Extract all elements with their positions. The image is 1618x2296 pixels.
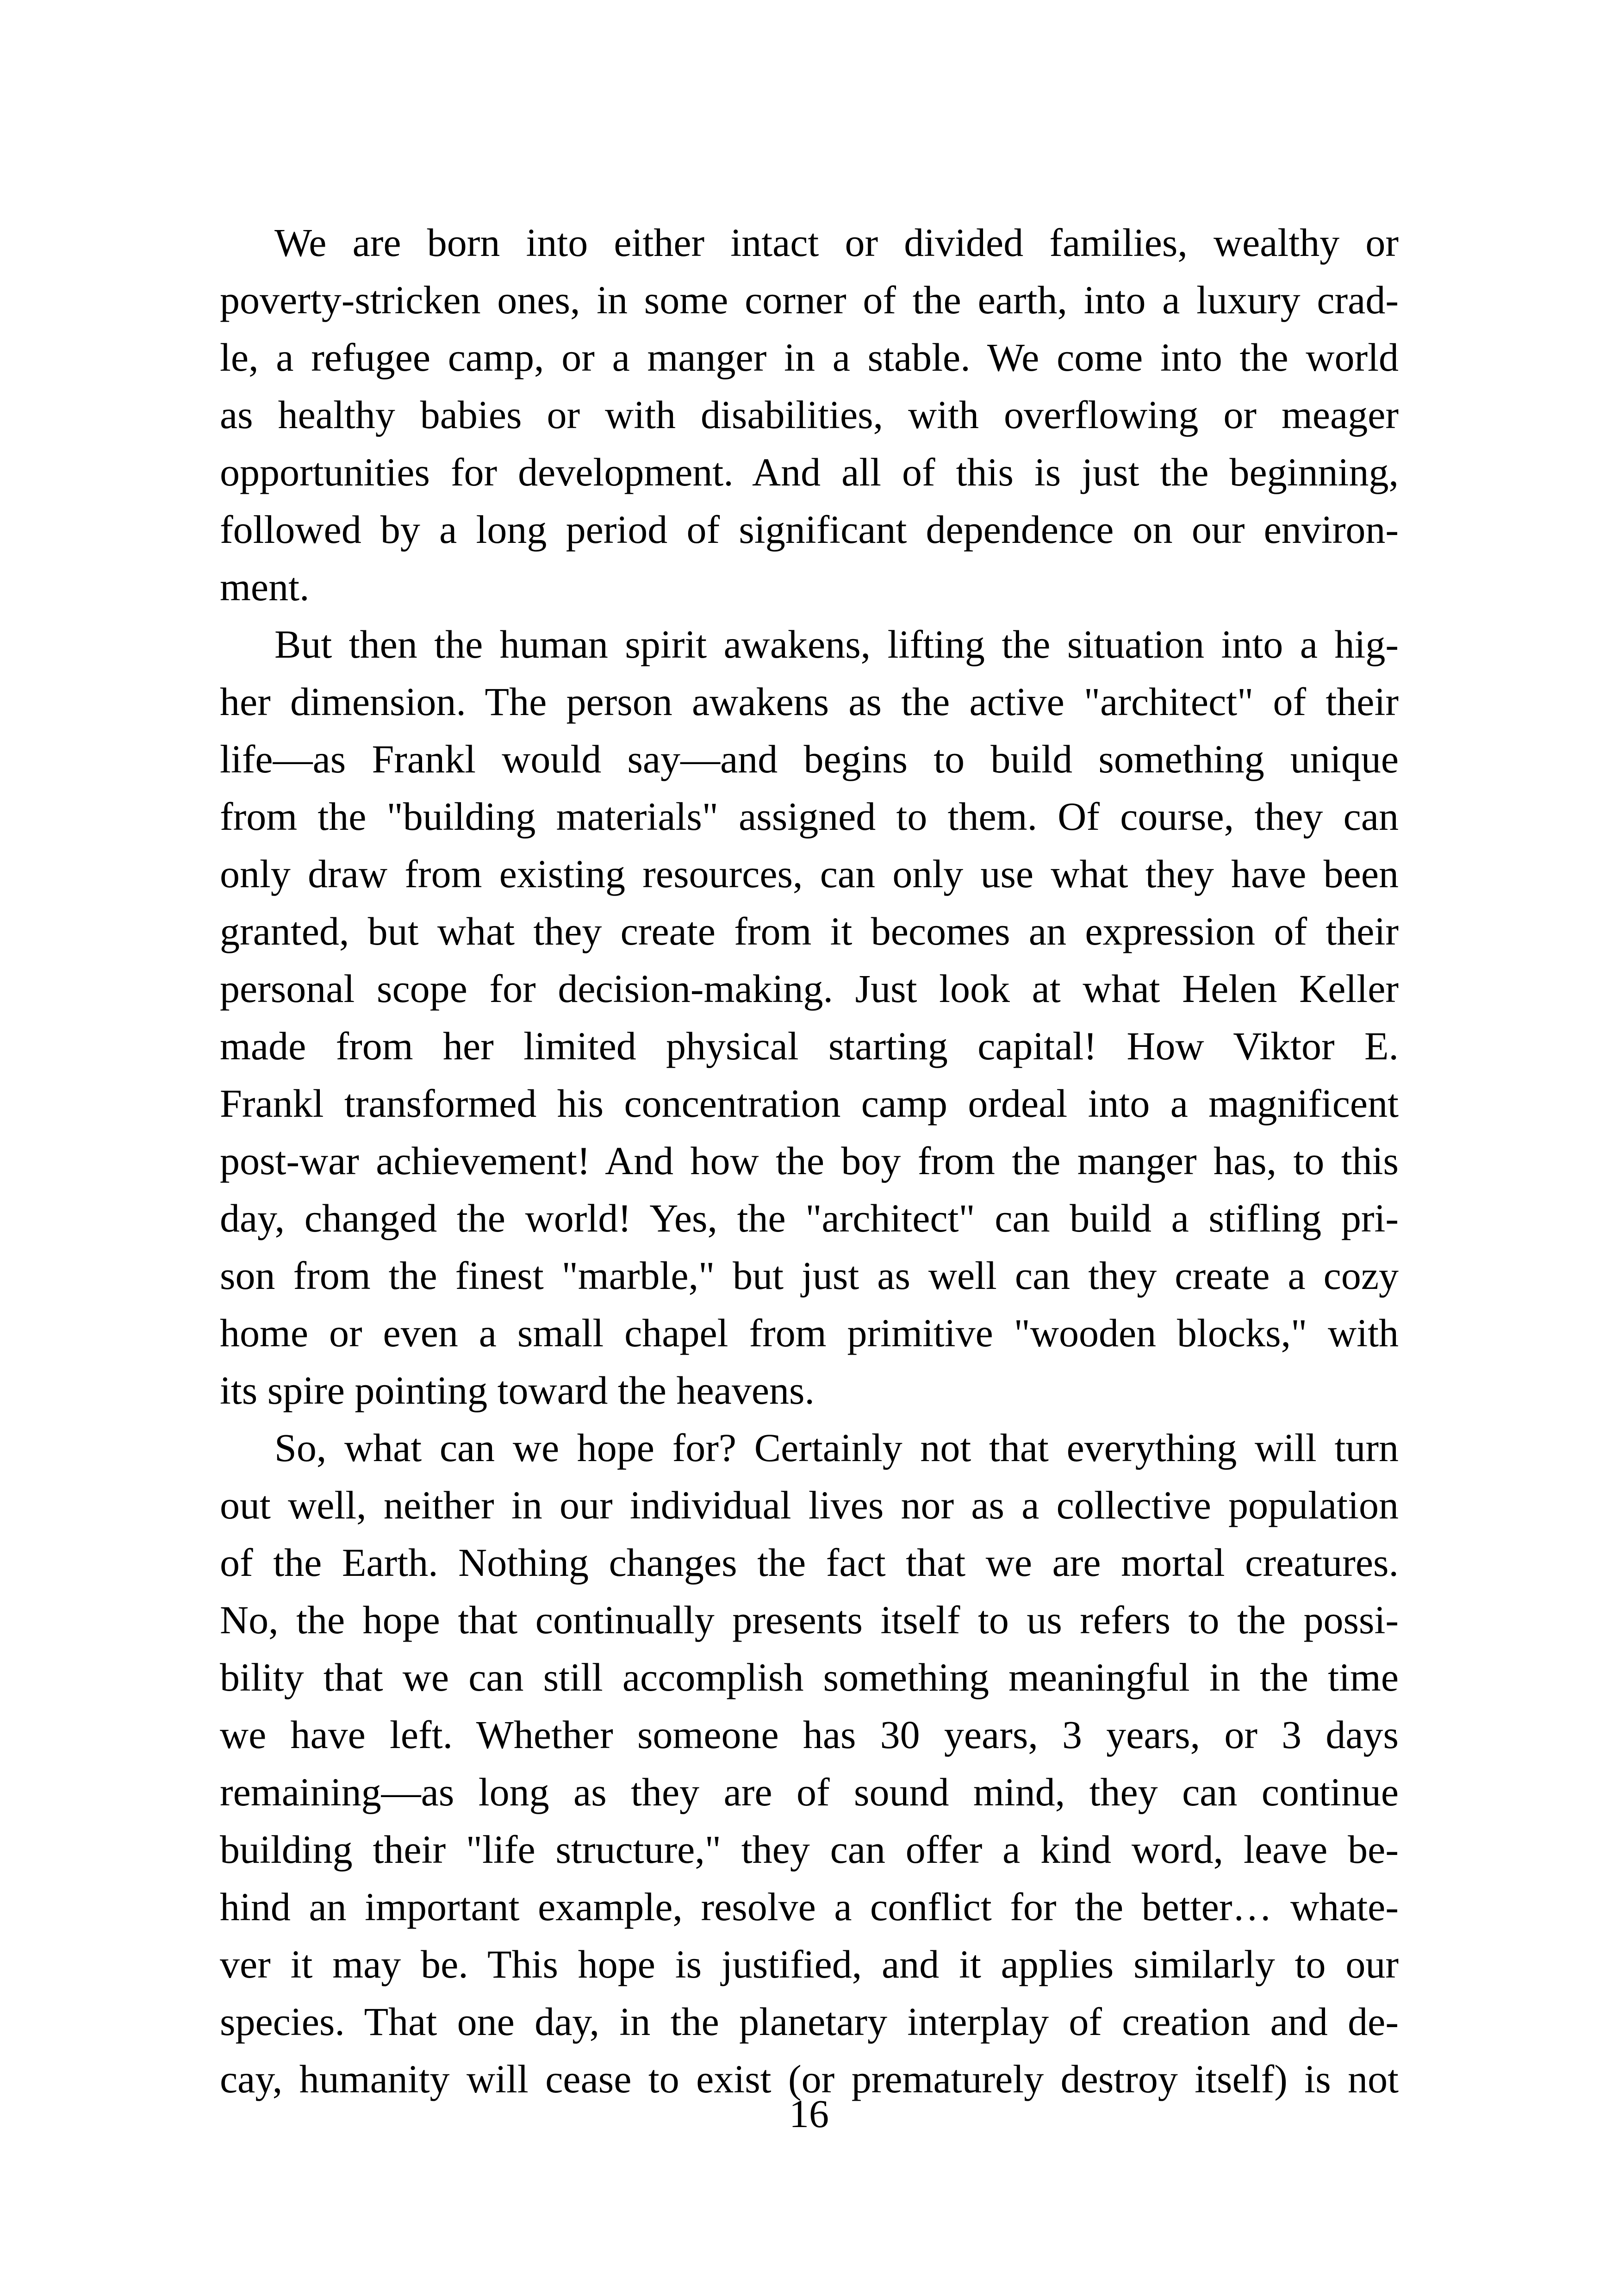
paragraph-1-line-7: ment. [220,565,310,609]
paragraph-3-line-10: ver it may be. This hope is justified, and it applies similarly to our [220,1942,1399,1986]
paragraph-3-line-6: we have left. Whether someone has 30 years, 3 years, or 3 days [220,1712,1399,1757]
paragraph-1-line-5: opportunities for development. And all of this is just the beginning, [220,450,1399,494]
paragraph-1-line-4: as healthy babies or with disabilities, with overflowing or meager [220,392,1399,437]
paragraph-2-line-7: personal scope for decision-making. Just look at what Helen Keller [220,966,1399,1011]
paragraph-1-line-1: We are born into either intact or divided families, wealthy or [274,220,1399,265]
paragraph-3-line-2: out well, neither in our individual lives nor as a collective population [220,1483,1399,1527]
page-number: 16 [789,2091,829,2136]
paragraph-3-line-7: remaining—as long as they are of sound mind, they can continue [220,1770,1399,1814]
paragraph-2-line-12: son from the finest "marble," but just as well can they create a cozy [220,1253,1399,1298]
paragraph-2-line-6: granted, but what they create from it becomes an expression of their [220,909,1399,953]
paragraph-2-line-4: from the "building materials" assigned to them. Of course, they can [220,794,1399,839]
paragraph-2-line-14: its spire pointing toward the heavens. [220,1368,815,1412]
paragraph-2-line-11: day, changed the world! Yes, the "architect" can build a stifling pri- [220,1196,1399,1240]
paragraph-2-line-5: only draw from existing resources, can only use what they have been [220,852,1399,896]
paragraph-3-line-8: building their "life structure," they can offer a kind word, leave be- [220,1827,1399,1872]
paragraph-3-line-4: No, the hope that continually presents itself to us refers to the possi- [220,1598,1399,1642]
paragraph-3-line-9: hind an important example, resolve a conflict for the better… whate- [220,1885,1399,1929]
paragraph-3-line-3: of the Earth. Nothing changes the fact that we are mortal creatures. [220,1540,1399,1585]
paragraph-3-line-1: So, what can we hope for? Certainly not that everything will turn [274,1425,1399,1470]
paragraph-1-line-3: le, a refugee camp, or a manger in a stable. We come into the world [220,335,1399,380]
paragraph-2-line-9: Frankl transformed his concentration camp ordeal into a magnificent [220,1081,1399,1126]
paragraph-1-line-6: followed by a long period of significant dependence on our environ- [220,507,1399,552]
paragraph-3-line-5: bility that we can still accomplish something meaningful in the time [220,1655,1399,1699]
paragraph-3-line-12: cay, humanity will cease to exist (or prematurely destroy itself) is not [220,2057,1399,2101]
paragraph-2-line-2: her dimension. The person awakens as the active "architect" of their [220,679,1399,724]
paragraph-2-line-10: post-war achievement! And how the boy from the manger has, to this [220,1139,1399,1183]
paragraph-2-line-13: home or even a small chapel from primitive "wooden blocks," with [220,1311,1399,1355]
paragraph-3-line-11: species. That one day, in the planetary interplay of creation and de- [220,1999,1399,2044]
paragraph-2-line-3: life—as Frankl would say—and begins to build something unique [220,737,1399,781]
paragraph-1-line-2: poverty-stricken ones, in some corner of the earth, into a luxury crad- [220,278,1399,322]
paragraph-2-line-1: But then the human spirit awakens, lifting the situation into a hig- [274,622,1399,666]
paragraph-2-line-8: made from her limited physical starting capital! How Viktor E. [220,1024,1399,1068]
